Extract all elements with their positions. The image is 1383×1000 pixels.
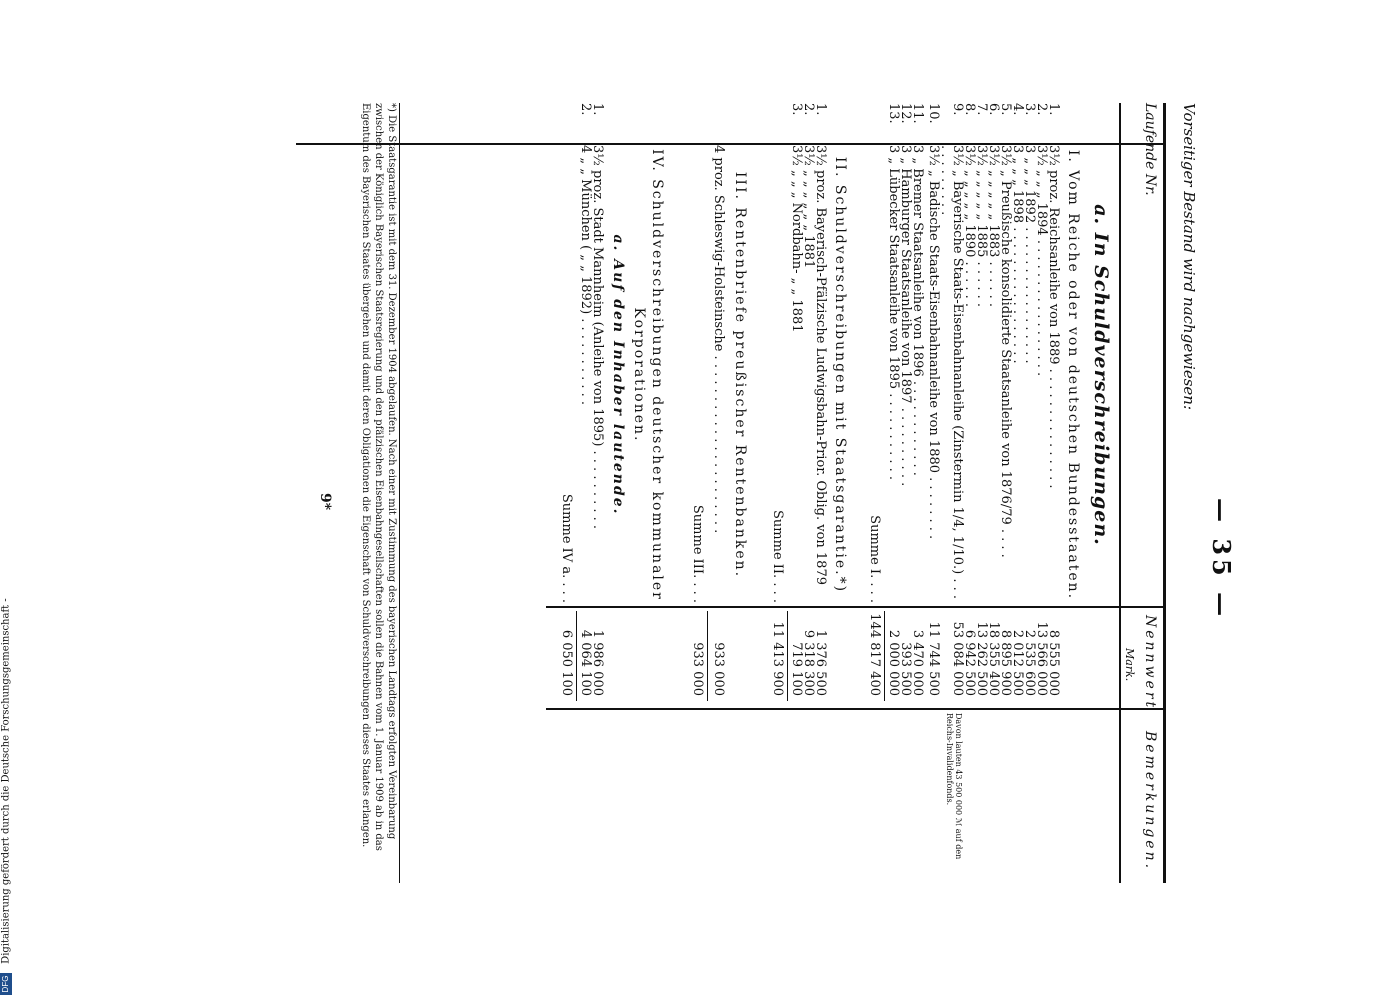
row-desc: 3 „ Lübecker Staatsanleihe von 1895 . . . . . . . . . . . xyxy=(886,145,901,481)
row-desc: 3½ „ „ „ „ „ „ 1881 xyxy=(801,145,816,269)
section-I-title: I. Vom Reiche oder von deutschen Bundesstaaten. xyxy=(1065,149,1081,601)
sum-rule xyxy=(884,611,885,701)
row-note: Davon lauten 43 500 000 ℳ auf den Reichs-Invalidenfonds. xyxy=(945,713,963,860)
row-value: 4 064 100 xyxy=(578,629,593,696)
footnote-rule xyxy=(399,103,400,883)
header-nennwert: Nennwert xyxy=(1142,615,1158,711)
row-value: 18 355 400 xyxy=(986,621,1001,696)
row-desc: 3 „ Hamburger Staatsanleihe von 1897 . . . . . . . . . . xyxy=(898,145,913,487)
row-desc: 3½ „ „ „ „ „ 1885 . . . . . . xyxy=(974,145,989,308)
sum-rule xyxy=(576,611,577,701)
row-desc: 4 „ „ München ( „ „ 1892) . . . . . . . . . . . xyxy=(578,145,593,406)
row-desc: 3½ „ Preußische konsolidierte Staatsanleihe von 1876/79 . . . . xyxy=(998,145,1013,558)
row-value: 9 318 300 xyxy=(801,629,816,696)
row-nr: 5. xyxy=(998,103,1013,116)
sum-rule xyxy=(707,611,708,701)
dfg-logo-icon: DFG xyxy=(0,973,12,995)
table-header-rule xyxy=(1119,103,1121,883)
row-value: 393 500 xyxy=(898,642,913,696)
summe-value: 6 050 100 xyxy=(559,629,574,696)
row-nr: 1. xyxy=(1046,103,1061,116)
row-nr: 3. xyxy=(1022,103,1037,116)
section-II-title: II. Schuldverschreibungen mit Staatsgarantie.*) xyxy=(832,156,848,594)
row-value: 2 012 500 xyxy=(1010,629,1025,696)
section-III-title: III. Rentenbriefe preußischer Rentenbanken. xyxy=(732,171,748,579)
row-desc: 3½ „ „ „ „ „ 1890 . . . . . . xyxy=(962,145,977,308)
summe-value: 933 000 xyxy=(690,642,705,696)
digitization-credit xyxy=(0,0,14,995)
row-desc: 3 „ „ „ 1898 . . . . . . . . . . . . . . . . . xyxy=(1010,145,1025,364)
summe-label: Summe I. . . . xyxy=(867,515,882,603)
row-desc: 3½ „ „ „ „ „ 1883 . . . . . . xyxy=(986,145,1001,308)
row-desc: 3 „ „ „ 1892 . . . . . . . . . . . . . . . . . xyxy=(1022,145,1037,364)
row-nr: 8. xyxy=(962,103,977,116)
summe-value: 11 413 900 xyxy=(770,621,785,696)
row-desc: 3½ proz. Stadt Mannheim (Anleihe von 1895) . . . . . . . . . . xyxy=(590,145,605,530)
row-nr: 3. xyxy=(789,103,804,116)
row-nr: 9. xyxy=(950,103,965,116)
summe-label: Summe III. . . . xyxy=(690,504,705,603)
row-value: 6 942 500 xyxy=(962,629,977,696)
summe-label: Summe IV a. . . . xyxy=(559,493,574,603)
section-IV-title: IV. Schuldverschreibungen deutscher kommunaler Korporationen. xyxy=(631,149,665,601)
row-nr: 7. xyxy=(974,103,989,116)
row-nr: 2. xyxy=(578,103,593,116)
row-nr: 11. xyxy=(910,103,925,124)
page-number: — 35 — xyxy=(1207,498,1236,621)
signature-mark: 9* xyxy=(317,493,333,511)
row-value: 1 986 000 xyxy=(590,629,605,696)
row-nr: 12. xyxy=(898,103,913,124)
row-nr: 2. xyxy=(1034,103,1049,116)
table-top-rule xyxy=(1163,103,1166,883)
row-desc: 3½ proz. Reichsanleihe von 1889 . . . . . . . . . . . . . . . xyxy=(1046,145,1061,489)
row-nr: 2. xyxy=(801,103,816,116)
row-value: 933 000 xyxy=(711,642,726,696)
row-desc: 3 „ Bremer Staatsanleihe von 1896 . . . . . . . . . . . . xyxy=(910,145,925,476)
column-divider xyxy=(546,606,1166,608)
footnote: *) Die Staatsgarantie ist mit dem 31. Dezember 1904 abgelaufen. Nach einer mit Zustimmung des bayerischen Landtags erfolgten Vereinbarung zwischen der Königlich Bayerischen Staatsregierung und den pfälzischen Eisenbahngesellschaften sollen die Bahnen vom 1. Januar 1909 ab in das Eigentum des Bayerischen Staates übergehen und damit deren Obligationen die Eigenschaft von Schuldverschreibungen dieses Staates erlangen. xyxy=(360,103,397,851)
row-value: 53 084 000 xyxy=(950,621,965,696)
row-nr: 6. xyxy=(986,103,1001,116)
credit-text: Digitalisierung gefördert durch die Deutsche Forschungsgemeinschaft - xyxy=(0,598,12,964)
header-bemerkungen: Bemerkungen. xyxy=(1142,731,1158,872)
row-nr: 13. xyxy=(886,103,901,124)
row-desc: 3½ „ Bayerische Staats-Eisenbahnanleihe (Zinstermin 1/4, 1/10.) . . . . . . . . . . . . xyxy=(938,145,965,599)
section-a-title: a. In Schuldverschreibungen. xyxy=(1090,204,1112,546)
summe-value: 144 817 400 xyxy=(867,613,882,696)
row-desc: 3½ „ „ „ 1894 . . . . . . . . . . . . . . . . . xyxy=(1034,145,1049,377)
row-desc: 4 proz. Schleswig-Holsteinsche . . . . . . . . . . . . . . . . . . . . . . xyxy=(711,145,726,534)
intro-text: Vorseitiger Bestand wird nachgewiesen: xyxy=(1180,103,1198,410)
holdings-table xyxy=(316,103,1166,883)
row-value: 2 535 600 xyxy=(1022,629,1037,696)
row-desc: 3½ „ „ „ Nordbahn- „ „ 1881 xyxy=(789,145,804,333)
column-divider xyxy=(546,708,1166,710)
row-nr: 1. xyxy=(590,103,605,116)
row-value: 13 262 500 xyxy=(974,621,989,696)
row-desc: 3½ proz. Bayerisch-Pfälzische Ludwigsbahn-Prior. Oblig. von 1879 xyxy=(813,145,828,585)
row-value: 1 376 500 xyxy=(813,629,828,696)
row-desc: 3½ „ Badische Staats-Eisenbahnanleihe von 1880 . . . . . . . . xyxy=(926,145,941,540)
header-unit: Mark. xyxy=(1123,648,1136,682)
document-page xyxy=(218,103,1258,883)
row-value: 2 000 000 xyxy=(886,629,901,696)
row-value: 719 100 xyxy=(789,642,804,696)
row-nr: 4. xyxy=(1010,103,1025,116)
summe-label: Summe II. . . . xyxy=(770,510,785,603)
row-nr: 10. xyxy=(926,103,941,124)
row-value: 11 744 500 xyxy=(926,621,941,696)
row-value: 8 555 000 xyxy=(1046,629,1061,696)
row-nr: 1. xyxy=(813,103,828,116)
sum-rule xyxy=(787,611,788,701)
row-value: 8 895 900 xyxy=(998,629,1013,696)
row-value: 3 470 000 xyxy=(910,629,925,696)
row-value: 13 566 000 xyxy=(1034,621,1049,696)
section-IVa-title: a. Auf den Inhaber lautende. xyxy=(610,234,626,516)
header-nr: Laufende Nr. xyxy=(1142,103,1158,196)
